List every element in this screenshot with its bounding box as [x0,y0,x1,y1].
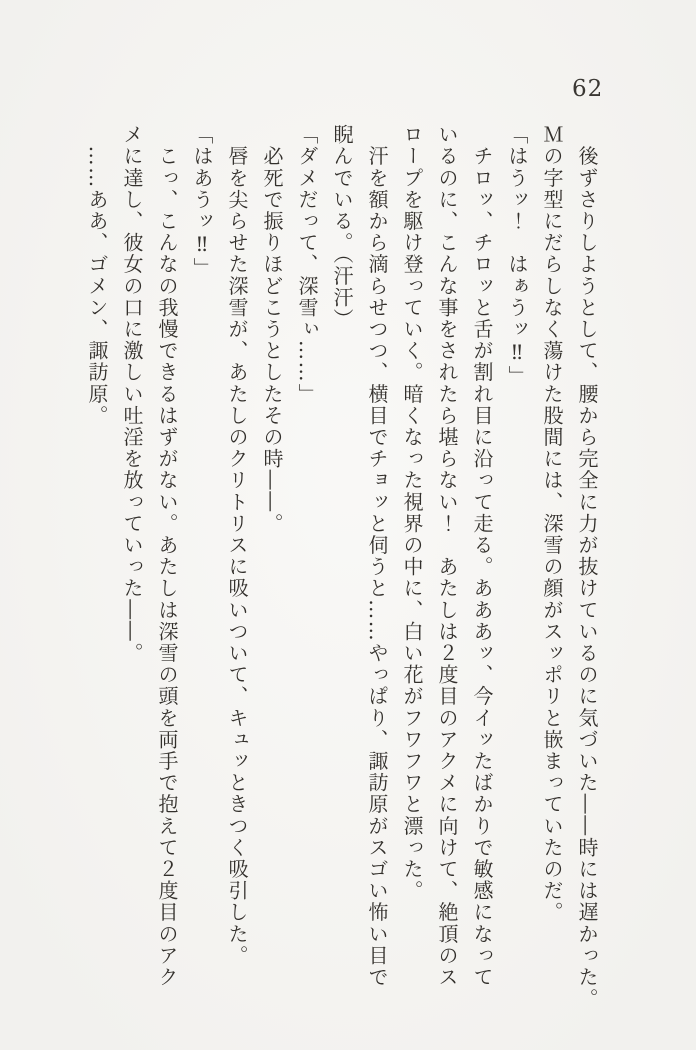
text-line-dialogue: 「はあうッ‼」 [190,124,214,280]
text-line: Ｍの字型にだらしなく蕩けた股間には、深雪の顔がスッポリと嵌まっていたのだ。 [540,124,564,924]
text-line-dialogue: 「はうッ！ はぁうッ‼」 [505,124,529,388]
text-line: 必死で振りほどこうとしたその時――。 [260,124,284,535]
page-number: 62 [572,76,604,102]
text-line: メに達し、彼女の口に激しい吐淫を放っていった――。 [120,124,144,664]
vertical-text-block [40,124,604,1016]
text-line: 汗を額から滴らせつつ、横目でチョッと伺うと……やっぱり、諏訪原がスゴい怖い目で [365,124,389,988]
text-line-dialogue: 「ダメだって、深雪ぃ……」 [295,124,319,405]
text-line: いるのに、こんな事をされたら堪らない！ あたしは２度目のアクメに向けて、絶頂のス [435,124,459,988]
text-line: 後ずさりしようとして、腰から完全に力が抜けているのに気づいた――時には遅かった。 [575,124,599,1010]
text-line: こっ、こんなの我慢できるはずがない。あたしは深雪の頭を両手で抱えて２度目のアク [155,124,179,988]
scene-break-asterisk [0,124,79,1016]
text-line: ……ああ、ゴメン、諏訪原。 [85,124,109,427]
text-line: ロープを駆け登っていく。暗くなった視界の中に、白い花がフワフワと漂った。 [400,124,424,902]
text-line: チロッ、チロッと舌が割れ目に沿って走る。あああッ、今イッたばかりで敏感になって [470,124,494,988]
text-line: 唇を尖らせた深雪が、あたしのクリトリスに吸いついて、キュッときつく吸引した。 [225,124,249,967]
text-line: 睨んでいる。（汗汗） [330,124,354,330]
